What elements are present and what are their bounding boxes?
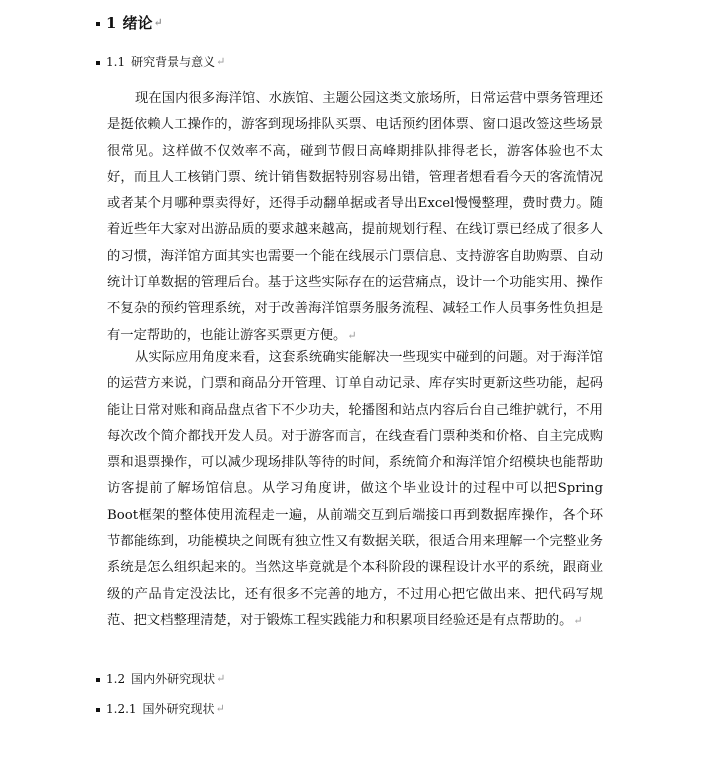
- list-bullet: [96, 708, 100, 712]
- paragraph-text: 从实际应用角度来看，这套系统确实能解决一些现实中碰到的问题。对于海洋馆的运营方来说，门票和商品分开管理、订单自动记录、库存实时更新这些功能，起码能让日常对账和商品盘点省下不少功夫，轮播图和站点内容后台自己维护就行，不用每次改个简介都找开发人员。对于游客而言，在线查看门票种类和价格、自主完成购票和退票操作，可以减少现场排队等待的时间，系统简介和海洋馆介绍模块也能帮助访客提前了解场馆信息。从学习角度讲，做这个毕业设计的过程中可以把Spring Boot框架的整体使用流程走一遍，从前端交互到后端接口再到数据库操作，各个环节都能练到，功能模块之间既有独立性又有数据关联，很适合用来理解一个完整业务系统是怎么组织起来的。当然这毕竟就是个本科阶段的课程设计水平的系统，跟商业级的产品肯定没法比，还有很多不完善的地方，不过用心把它做出来、把代码写规范、把文档整理清楚，对于锻炼工程实践能力和积累项目经验还是有点帮助的。: [107, 350, 603, 628]
- section-title: 研究背景与意义: [131, 55, 216, 69]
- body-paragraph-1: [107, 86, 603, 349]
- chapter-heading: [96, 12, 163, 33]
- paragraph-mark: ↵: [573, 613, 583, 627]
- paragraph-mark: ↵: [216, 55, 226, 68]
- section-heading-1-2: [96, 670, 225, 687]
- list-bullet: [96, 678, 100, 682]
- chapter-number: 1: [106, 13, 117, 32]
- list-bullet: [96, 61, 100, 65]
- paragraph-mark: ↵: [216, 672, 226, 685]
- paragraph-text: 现在国内很多海洋馆、水族馆、主题公园这类文旅场所，日常运营中票务管理还是挺依赖人工操作的，游客到现场排队买票、电话预约团体票、窗口退改签这些场景很常见。这样做不仅效率不高，碰到节假日高峰期排队排得老长，游客体验也不太好，而且人工核销门票、统计销售数据特别容易出错，管理者想看看今天的客流情况或者某个月哪种票卖得好，还得手动翻单据或者导出Excel慢慢整理，费时费力。随着近些年大家对出游品质的要求越来越高，提前规划行程、在线订票已经成了很多人的习惯，海洋馆方面其实也需要一个能在线展示门票信息、支持游客自助购票、自动统计订单数据的管理后台。基于这些实际存在的运营痛点，设计一个功能实用、操作不复杂的预约管理系统，对于改善海洋馆票务服务流程、减轻工作人员事务性负担是有一定帮助的，也能让游客买票更方便。: [107, 91, 603, 343]
- section-heading-1-2-1: [96, 700, 225, 717]
- section-number: 1.2.1: [106, 701, 137, 716]
- body-paragraph-2: [107, 345, 603, 634]
- list-bullet: [96, 22, 100, 26]
- paragraph-mark: ↵: [215, 702, 225, 715]
- section-heading-1-1: [96, 53, 225, 70]
- chapter-title: 绪论: [122, 14, 153, 32]
- paragraph-mark: ↵: [153, 16, 163, 29]
- section-number: 1.2: [106, 671, 126, 686]
- paragraph-mark: ↵: [347, 328, 357, 342]
- section-title: 国内外研究现状: [131, 672, 216, 686]
- section-number: 1.1: [106, 54, 126, 69]
- section-title: 国外研究现状: [142, 702, 215, 716]
